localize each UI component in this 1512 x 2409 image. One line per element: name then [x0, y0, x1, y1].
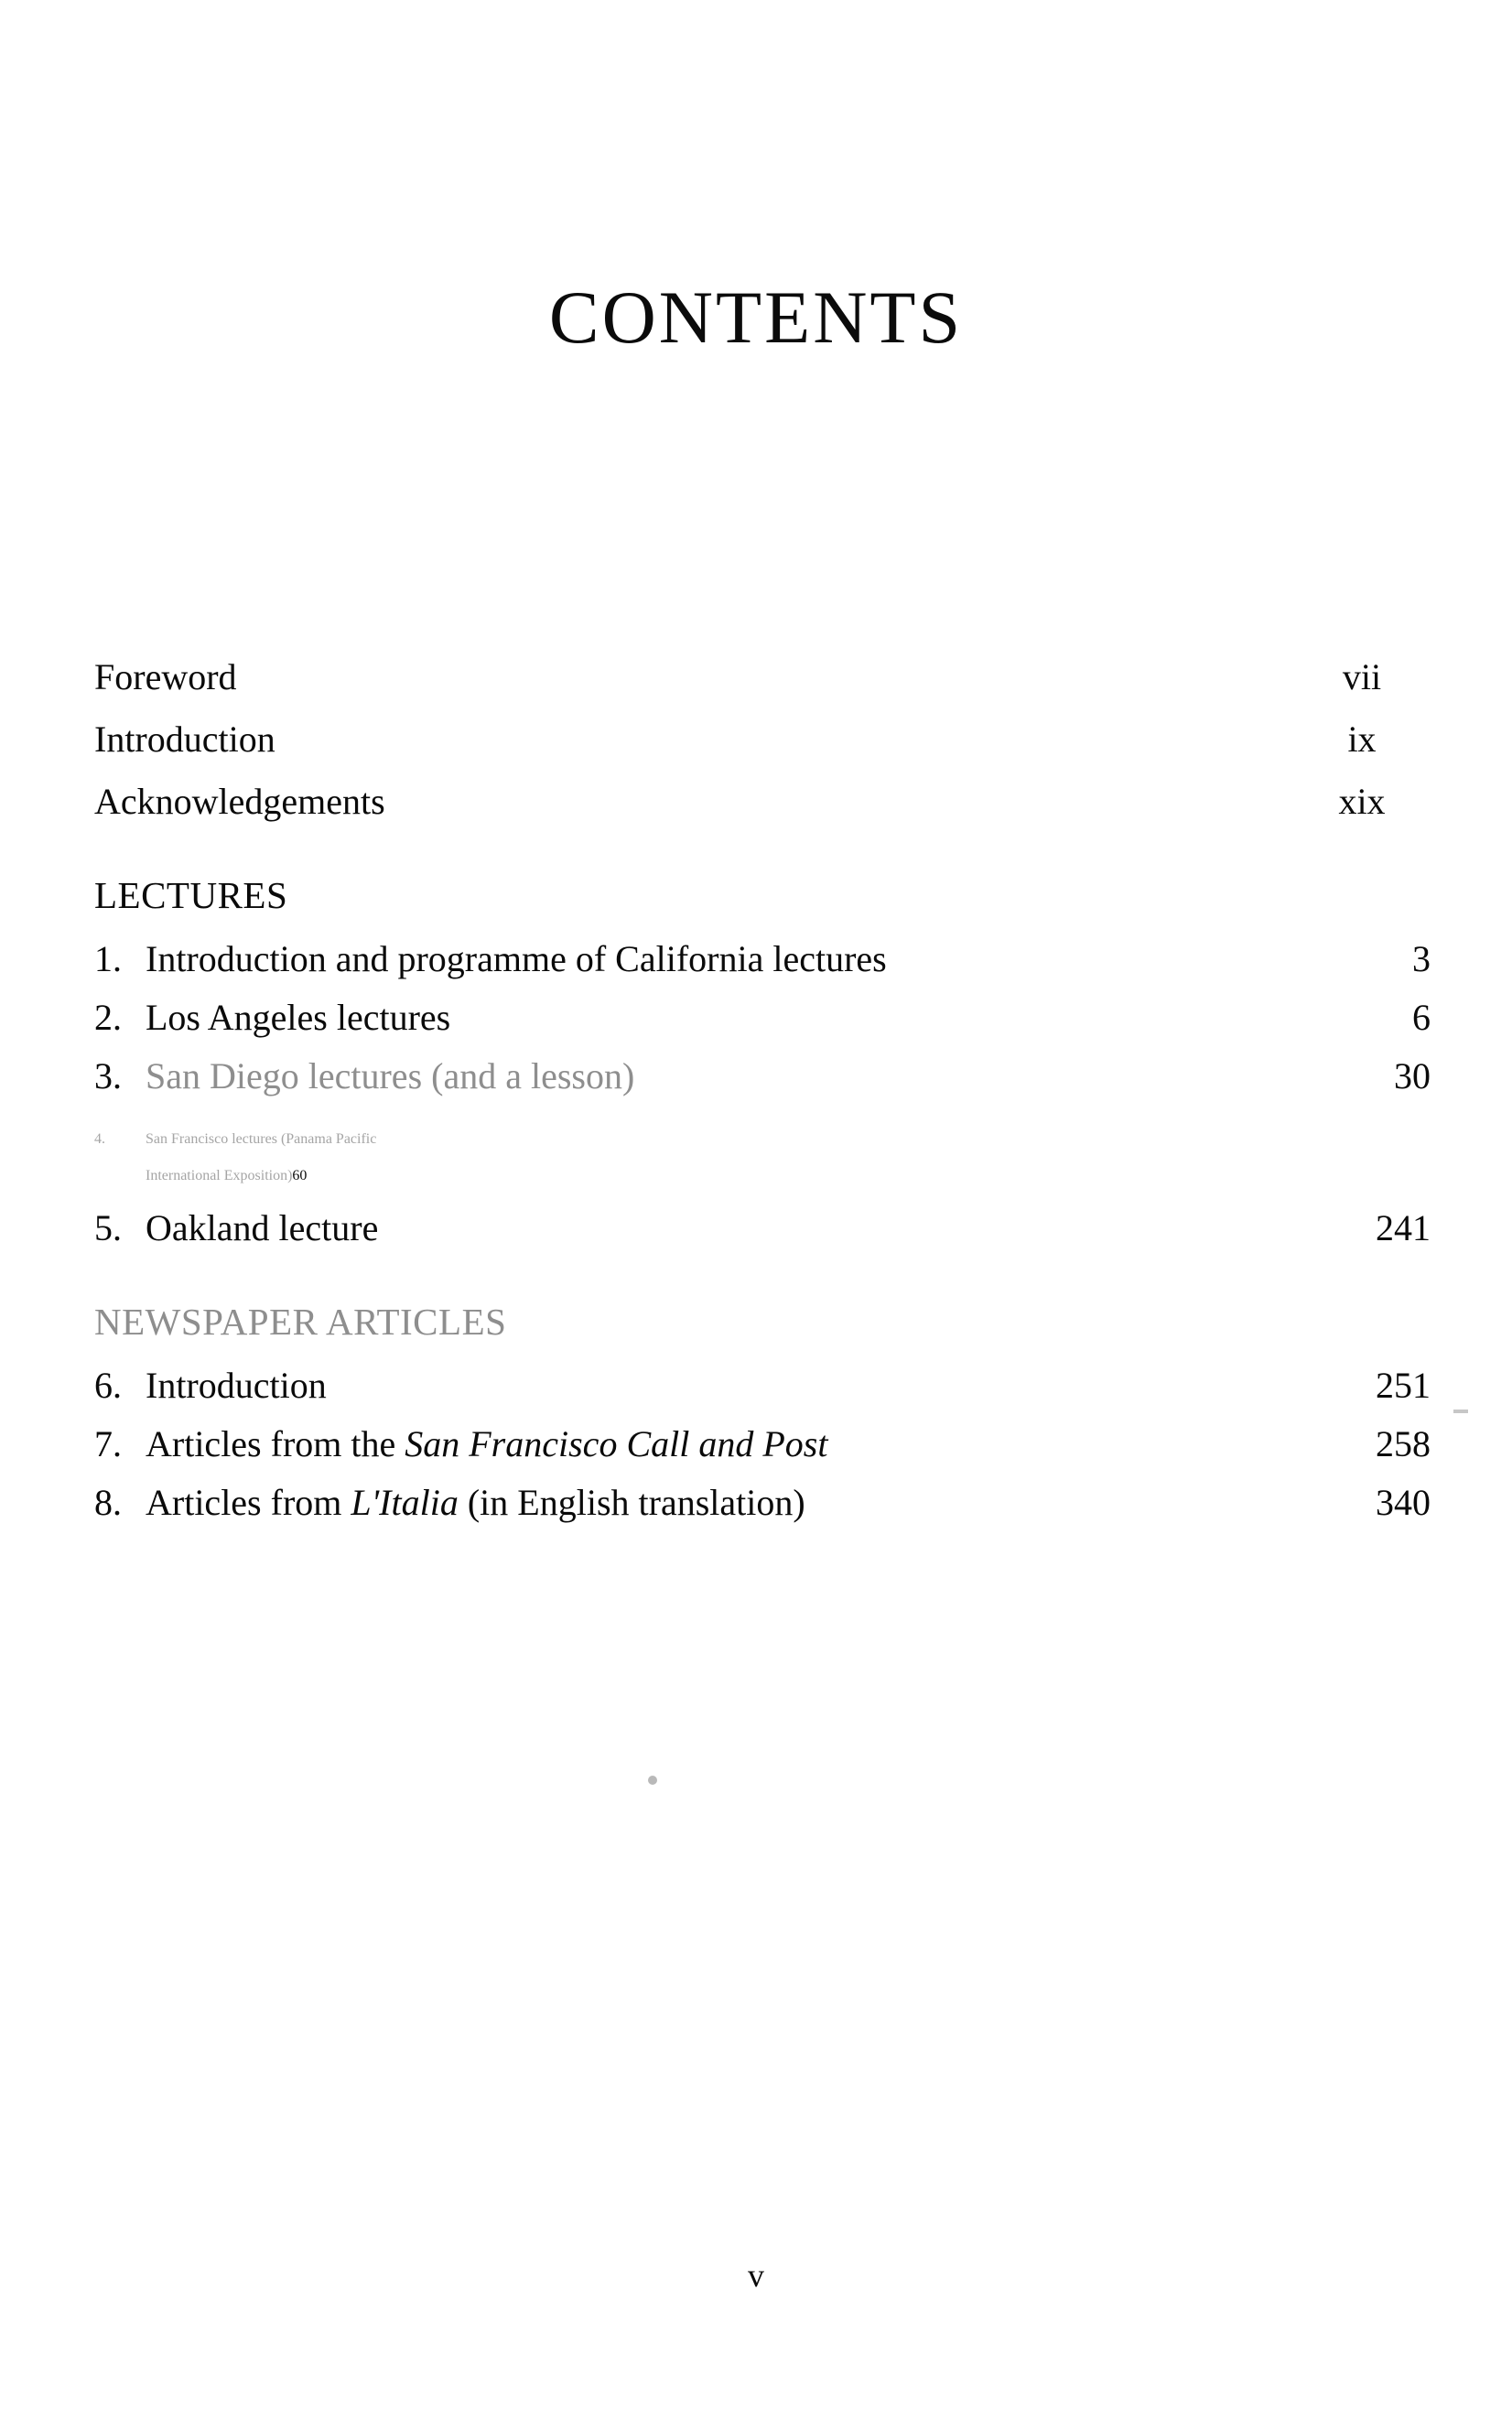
toc-entry-article-8[interactable]	[94, 1482, 1431, 1523]
toc-entry-page: 6	[1412, 997, 1431, 1038]
section-heading-lectures: LECTURES	[94, 874, 288, 916]
toc-entry-page: vii	[1342, 656, 1382, 697]
toc-entry-page: xix	[1338, 781, 1386, 822]
toc-entry-text: Oakland lecture	[146, 1207, 379, 1248]
toc-entry-page: 3	[1412, 938, 1431, 979]
toc-entry-text: Los Angeles lectures	[146, 997, 451, 1038]
toc-entry-label: Foreword	[94, 656, 237, 697]
toc-entry-label	[94, 1482, 1293, 1523]
toc-entry-text: San Diego lectures (and a lesson)	[146, 1055, 635, 1096]
toc-entry-label	[94, 938, 1293, 979]
toc-entry-number: 8.	[94, 1482, 122, 1523]
toc-entry-number: 5.	[94, 1207, 122, 1248]
toc-entry-text-post: (in English translation)	[458, 1482, 805, 1523]
toc-entry-label	[94, 1367, 1293, 1404]
toc-entry-page: 340	[1376, 1482, 1431, 1523]
toc-entry-number: 7.	[94, 1423, 122, 1464]
toc-entry-introduction[interactable]	[94, 718, 1431, 760]
toc-entry-page: ix	[1347, 718, 1377, 760]
table-of-contents	[94, 656, 1431, 1543]
toc-entry-text-pre: Articles from the	[146, 1423, 405, 1464]
toc-entry-label-line-1	[94, 1131, 376, 1148]
toc-entry-lecture-2[interactable]	[94, 999, 1431, 1036]
toc-entry-number: 6.	[94, 1365, 122, 1406]
toc-entry-article-6[interactable]	[94, 1367, 1431, 1404]
toc-entry-page: 251	[1376, 1365, 1431, 1406]
toc-entry-lecture-5[interactable]	[94, 1207, 1431, 1248]
content-area	[44, 0, 1468, 2409]
toc-entry-text-italic: L'Italia	[351, 1482, 459, 1523]
toc-entry-acknowledgements[interactable]	[94, 783, 1431, 820]
toc-entry-label	[94, 1423, 1293, 1464]
toc-entry-text: Introduction and programme of California lectures	[146, 938, 887, 979]
toc-entry-label-line-2	[94, 1168, 292, 1184]
toc-entry-text-italic: San Francisco Call and Post	[405, 1423, 828, 1464]
toc-entry-text: San Francisco lectures (Panama Pacific	[146, 1131, 377, 1147]
toc-entry-label	[94, 1207, 1293, 1248]
toc-entry-number: 1.	[94, 938, 122, 979]
toc-entry-page: 60	[292, 1168, 308, 1183]
toc-entry-lecture-1[interactable]	[94, 938, 1431, 979]
toc-entry-article-7[interactable]	[94, 1423, 1431, 1464]
toc-entry-number: 2.	[94, 997, 122, 1038]
toc-entry-text: International Exposition)	[146, 1168, 293, 1183]
section-heading-newspaper-articles: NEWSPAPER ARTICLES	[94, 1301, 507, 1343]
page-title: CONTENTS	[548, 275, 964, 359]
page-folio: v	[748, 2257, 764, 2294]
toc-entry-text: Introduction	[146, 1365, 327, 1406]
toc-entry-label	[94, 1055, 1293, 1096]
scan-artifact-dot	[648, 1776, 657, 1785]
toc-entry-lecture-4[interactable]	[94, 1131, 1431, 1184]
toc-entry-text-pre: Articles from	[146, 1482, 351, 1523]
toc-entry-number: 3.	[94, 1055, 122, 1096]
toc-entry-label	[94, 999, 1293, 1036]
toc-entry-label: Introduction	[94, 718, 275, 760]
toc-entry-page: 241	[1376, 1207, 1431, 1248]
toc-entry-page: 30	[1394, 1055, 1431, 1096]
toc-entry-label: Acknowledgements	[94, 781, 385, 822]
toc-entry-lecture-3[interactable]	[94, 1055, 1431, 1096]
toc-entry-number: 4.	[94, 1131, 105, 1147]
toc-entry-foreword[interactable]	[94, 656, 1431, 697]
scan-artifact-dash	[1453, 1410, 1468, 1413]
toc-entry-page: 258	[1376, 1423, 1431, 1464]
